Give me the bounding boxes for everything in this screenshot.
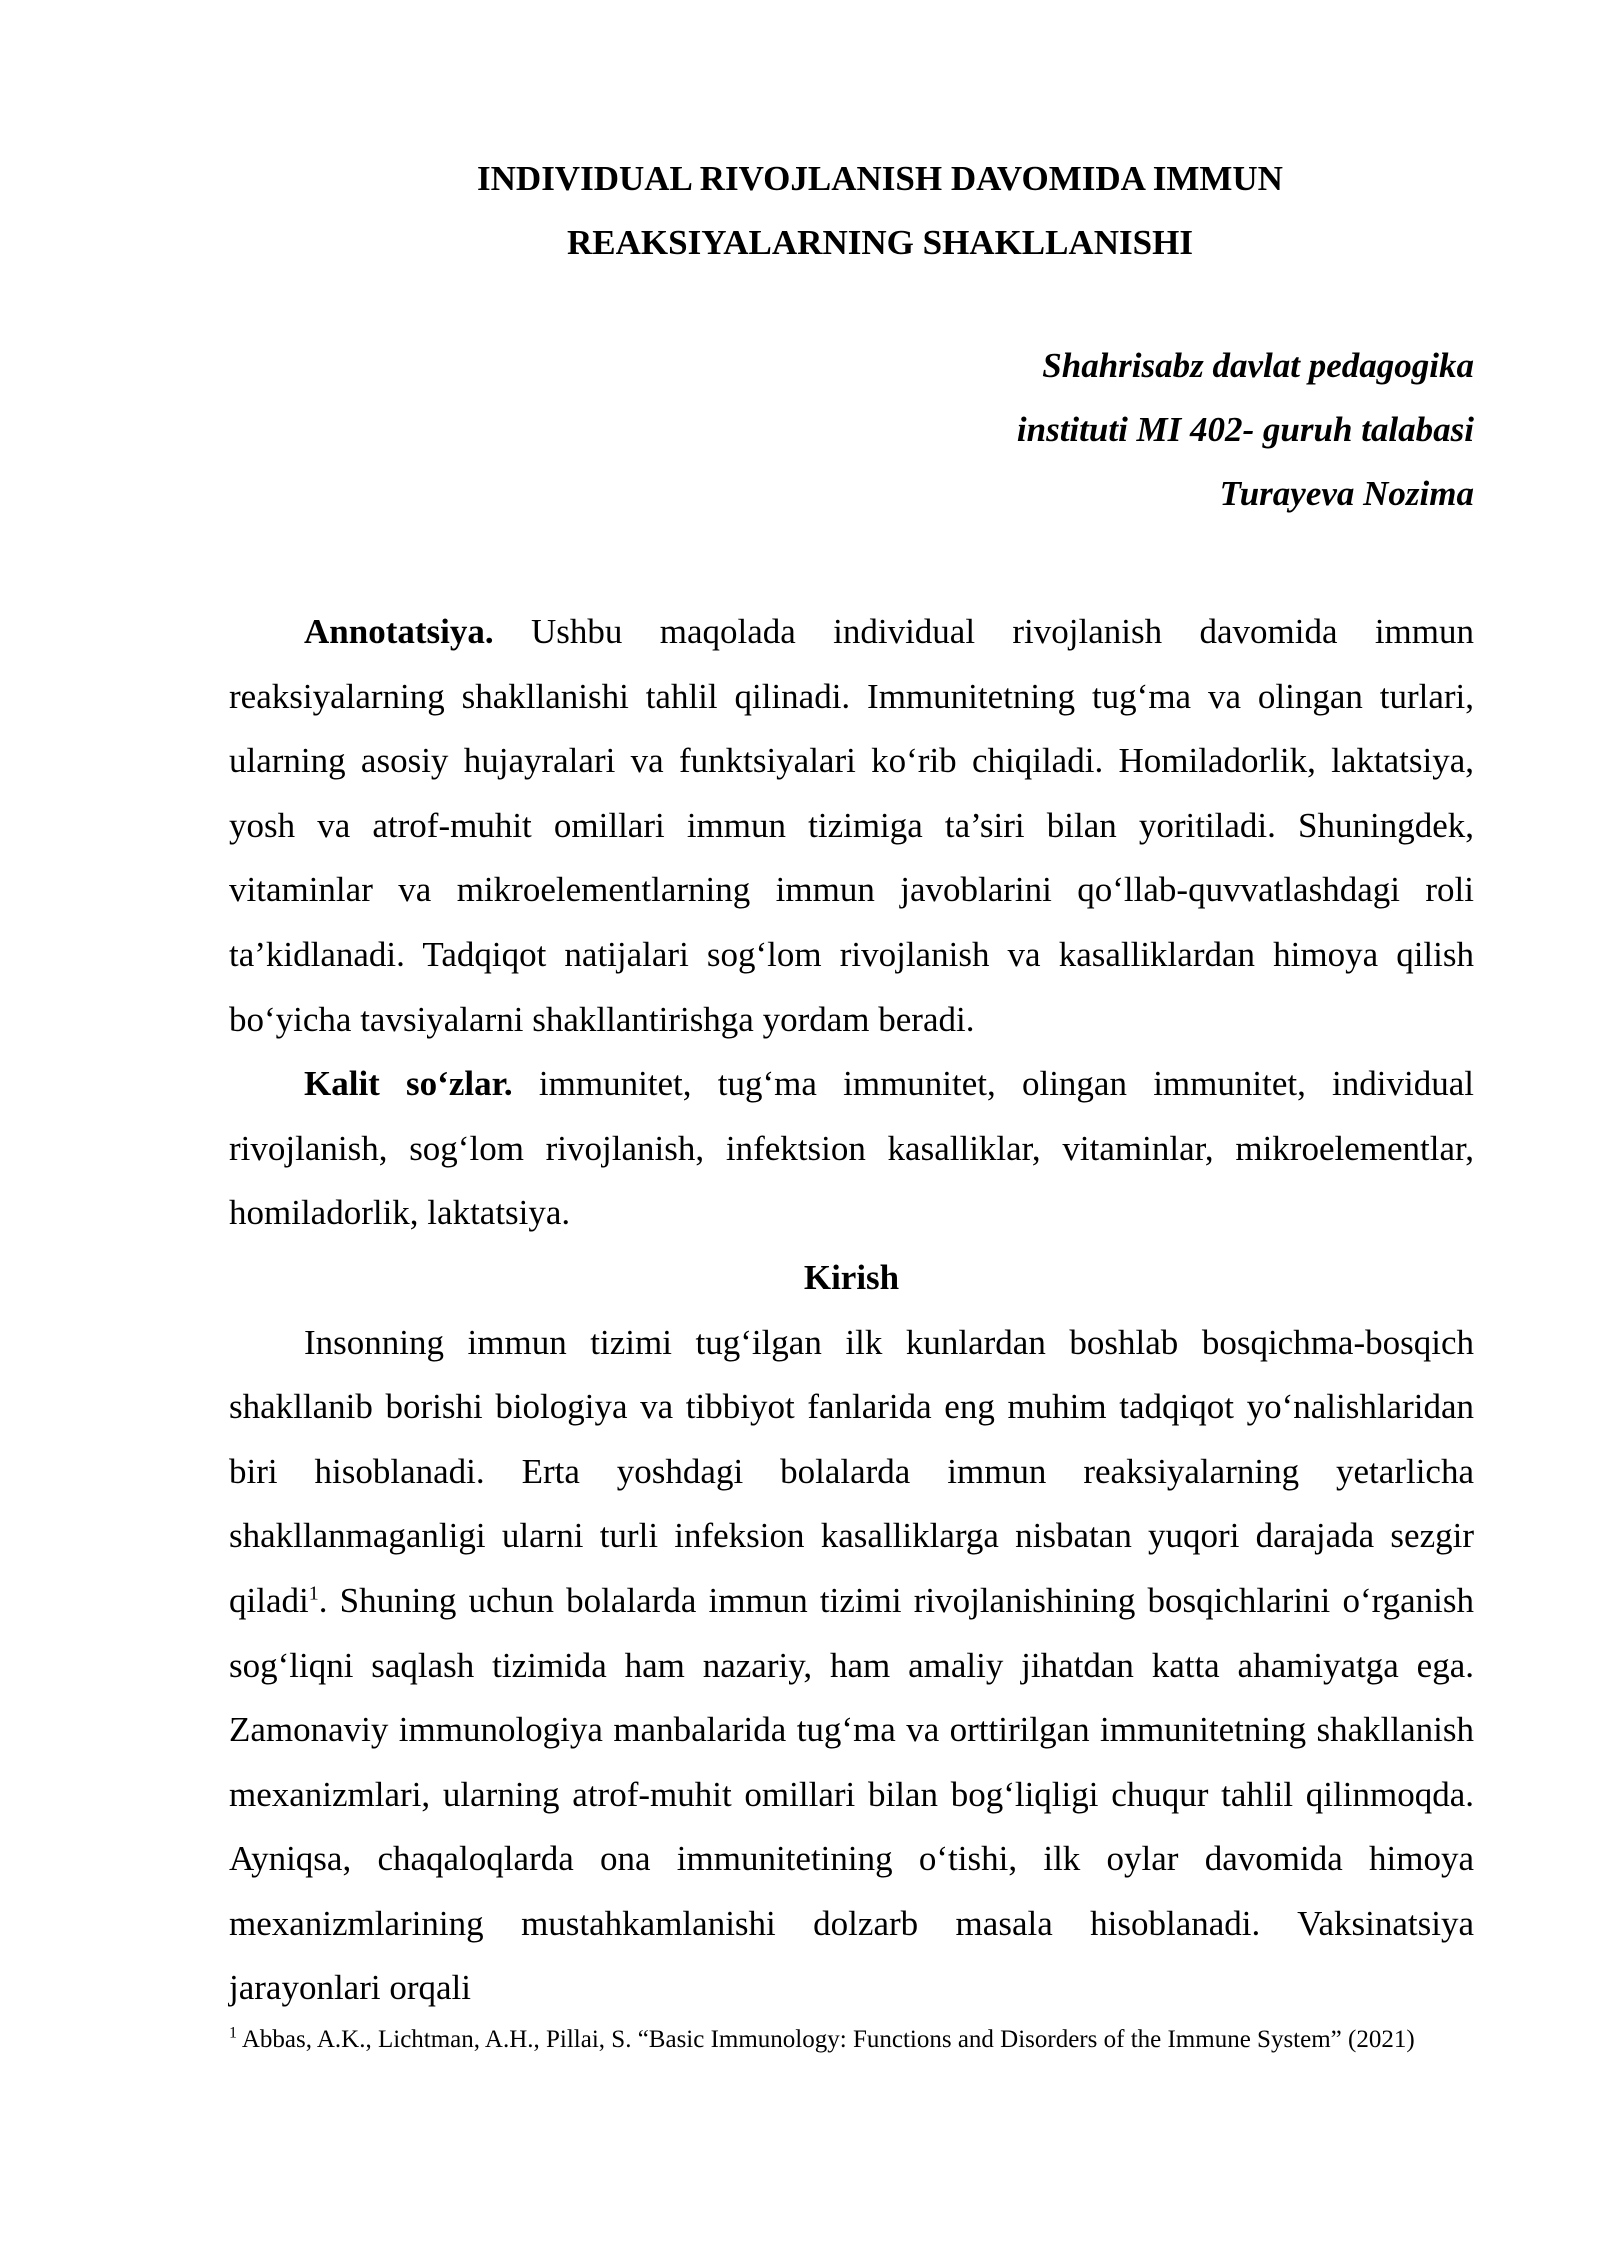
- author-name: Turayeva Nozima: [1219, 474, 1474, 513]
- intro-text-part-2: . Shuning uchun bolalarda immun tizimi rivojlanishining bosqichlarini o‘rganish sog‘liqni saqlash tizimida ham nazariy, ham amaliy jihatdan katta ahamiyatga ega. Zamonaviy immunologiya manbalarida tug‘ma va orttirilgan immunitetning shakllanish mexanizmlari, ularning atrof-muhit omillari bilan bog‘liqligi chuqur tahlil qilinmoqda. Ayniqsa, chaqaloqlarda ona immunitetining o‘tishi, ilk oylar davomida himoya mexanizmlarining mustahkamlanishi dolzarb masala hisoblanadi. Vaksinatsiya jarayonlari orqali: [229, 1580, 1474, 2008]
- keywords-paragraph: [229, 1052, 1474, 1246]
- keywords-label: Kalit so‘zlar.: [304, 1064, 513, 1104]
- title-line-2: REAKSIYALARNING SHAKLLANISHI: [567, 223, 1193, 262]
- section-heading: Kirish: [803, 1257, 900, 1297]
- author-block: [800, 334, 1474, 526]
- abstract-text: Ushbu maqolada individual rivojlanish davomida immun reaksiyalarning shakllanishi tahlil qilinadi. Immunitetning tug‘ma va olingan turlari, ularning asosiy hujayralari va funktsiyalari ko‘rib chiqiladi. Homiladorlik, laktatsiya, yosh va atrof-muhit omillari immun tizimiga ta’siri bilan yoritiladi. Shuningdek, vitaminlar va mikroelementlarning immun javoblarini qo‘llab-quvvatlashdagi roli ta’kidlanadi. Tadqiqot natijalari sog‘lom rivojlanish va kasalliklardan himoya qilish bo‘yicha tavsiyalarni shakllantirishga yordam beradi.: [229, 612, 1474, 1039]
- intro-paragraph: [229, 1311, 1474, 2022]
- title-line-1: INDIVIDUAL RIVOJLANISH DAVOMIDA IMMUN: [477, 159, 1283, 198]
- abstract-paragraph: [229, 600, 1474, 1052]
- footnote-mark: 1: [229, 2024, 237, 2042]
- keywords-text: immunitet, tug‘ma immunitet, olingan immunitet, individual rivojlanish, sog‘lom rivojlanish, infektsion kasalliklar, vitaminlar, mikroelementlar, homiladorlik, laktatsiya.: [229, 1064, 1474, 1233]
- footnote-text: Abbas, A.K., Lichtman, A.H., Pillai, S. “Basic Immunology: Functions and Disorders of the Immune System” (2021): [237, 2026, 1415, 2053]
- article-title: [380, 147, 1380, 275]
- author-affiliation-line-2: instituti MI 402- guruh talabasi: [1016, 410, 1474, 449]
- intro-text-part-1: Insonning immun tizimi tug‘ilgan ilk kunlardan boshlab bosqichma-bosqich shakllanib borishi biologiya va tibbiyot fanlarida eng muhim tadqiqot yo‘nalishlaridan biri hisoblanadi. Erta yoshdagi bolalarda immun reaksiyalarning yetarlicha shakllanmaganligi ularni turli infeksion kasalliklarga nisbatan yuqori darajada sezgir qiladi: [229, 1322, 1474, 1620]
- article-body: [229, 600, 1474, 2021]
- abstract-label: Annotatsiya.: [304, 612, 494, 651]
- author-affiliation-line-1: Shahrisabz davlat pedagogika: [1042, 346, 1474, 385]
- footnote-reference: 1: [308, 1582, 319, 1605]
- footnote: [229, 2024, 1474, 2056]
